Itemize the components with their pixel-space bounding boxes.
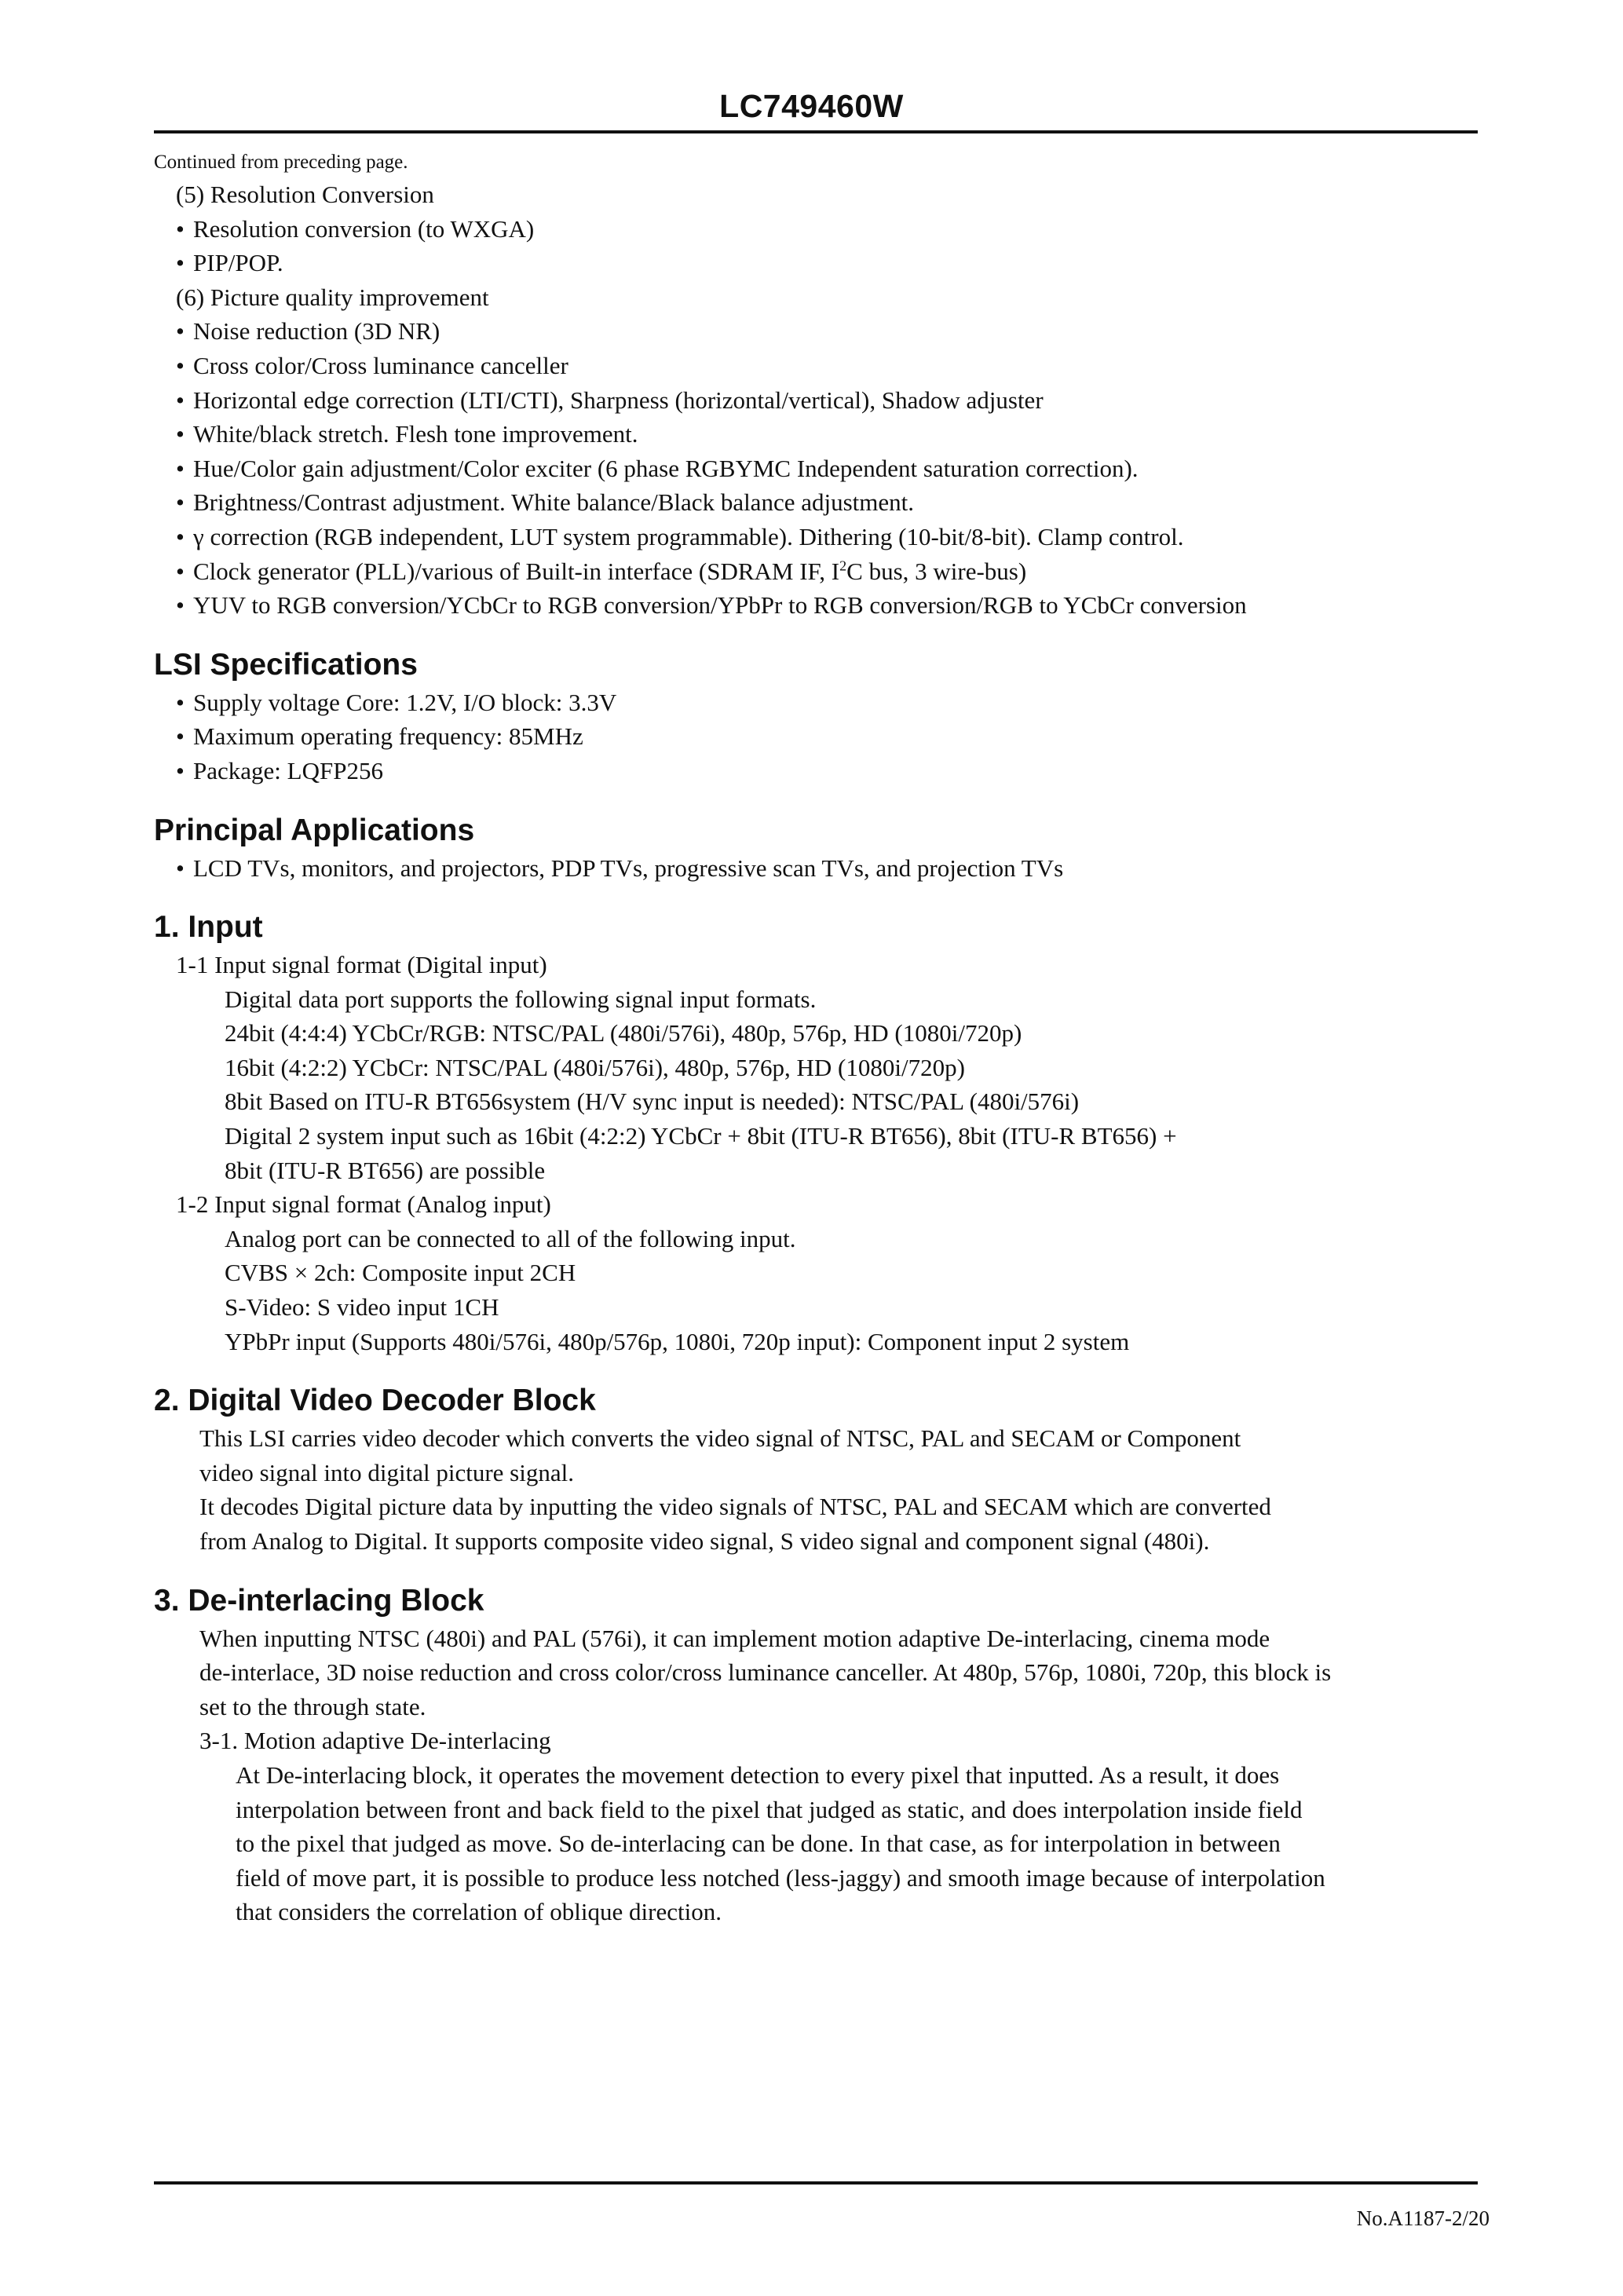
list-item: • Package: LQFP256 (154, 754, 1489, 788)
list-item: • γ correction (RGB independent, LUT system programmable). Dithering (10-bit/8-bit). Clamp control. (154, 520, 1489, 554)
text-line: Digital 2 system input such as 16bit (4:2:2) YCbCr + 8bit (ITU-R BT656), 8bit (ITU-R BT656) + (225, 1122, 1177, 1150)
text-line: At De-interlacing block, it operates the movement detection to every pixel that inputted. As a result, it does (236, 1760, 1280, 1789)
section-title-deinterlacing: 3. De-interlacing Block (154, 1583, 484, 1618)
superscript: 2 (839, 558, 847, 574)
bullet-icon: • (176, 756, 185, 784)
list-item: • White/black stretch. Flesh tone improvement. (154, 417, 1489, 452)
text-line: CVBS × 2ch: Composite input 2CH (225, 1259, 576, 1287)
text-line: 24bit (4:4:4) YCbCr/RGB: NTSC/PAL (480i/576i), 480p, 576p, HD (1080i/720p) (225, 1019, 1022, 1047)
text-line: that considers the correlation of oblique direction. (236, 1898, 722, 1926)
list-item: • Resolution conversion (to WXGA) (154, 212, 1489, 247)
bullet-icon: • (176, 522, 185, 550)
list-item: • YUV to RGB conversion/YCbCr to RGB conversion/YPbPr to RGB conversion/RGB to YCbCr conversion (154, 588, 1489, 623)
bullet-icon: • (176, 722, 185, 751)
text-line: This LSI carries video decoder which converts the video signal of NTSC, PAL and SECAM or Component (199, 1424, 1241, 1453)
bullet-icon: • (176, 591, 185, 620)
document-title: LC749460W (719, 88, 904, 124)
bullet-icon: • (176, 454, 185, 482)
header-rule (154, 130, 1478, 133)
subsection-heading: 1-2 Input signal format (Analog input) (176, 1190, 551, 1219)
text-line: de-interlace, 3D noise reduction and cross color/cross luminance canceller. At 480p, 576p, 1080i, 720p, this block is (199, 1658, 1332, 1687)
text-line: S-Video: S video input 1CH (225, 1293, 499, 1322)
section-title-lsi: LSI Specifications (154, 647, 418, 682)
section-title-decoder: 2. Digital Video Decoder Block (154, 1384, 596, 1418)
subsection-heading: 1-1 Input signal format (Digital input) (176, 951, 547, 979)
continued-note: Continued from preceding page. (154, 152, 408, 173)
text-line: When inputting NTSC (480i) and PAL (576i), it can implement motion adaptive De-interlacing, cinema mode (199, 1624, 1270, 1652)
list-item: • LCD TVs, monitors, and projectors, PDP TVs, progressive scan TVs, and projection TVs (154, 851, 1489, 886)
text-line: field of move part, it is possible to produce less notched (less-jaggy) and smooth image because of interpolation (236, 1863, 1325, 1892)
text-line: interpolation between front and back field to the pixel that judged as static, and does interpolation inside field (236, 1795, 1303, 1823)
text-line: to the pixel that judged as move. So de-interlacing can be done. In that case, as for interpolation in between (236, 1830, 1281, 1858)
section-title-applications: Principal Applications (154, 813, 475, 847)
section-6-heading: (6) Picture quality improvement (176, 283, 489, 311)
list-item: • Maximum operating frequency: 85MHz (154, 719, 1489, 754)
bullet-icon: • (176, 488, 185, 517)
list-item: • Noise reduction (3D NR) (154, 314, 1489, 349)
text-line: from Analog to Digital. It supports composite video signal, S video signal and component signal (480i). (199, 1527, 1210, 1555)
bullet-icon: • (176, 420, 185, 448)
text-line: video signal into digital picture signal. (199, 1458, 574, 1486)
text-line: 8bit Based on ITU-R BT656system (H/V sync input is needed): NTSC/PAL (480i/576i) (225, 1088, 1080, 1116)
list-item: • Supply voltage Core: 1.2V, I/O block: 3.3V (154, 686, 1489, 720)
subsection-heading: 3-1. Motion adaptive De-interlacing (199, 1727, 551, 1755)
bullet-icon: • (176, 317, 185, 345)
text-line: 8bit (ITU-R BT656) are possible (225, 1156, 546, 1184)
bullet-icon: • (176, 557, 185, 585)
bullet-icon: • (176, 688, 185, 716)
list-item: • Brightness/Contrast adjustment. White balance/Black balance adjustment. (154, 485, 1489, 520)
section-title-input: 1. Input (154, 910, 263, 945)
text-line: It decodes Digital picture data by inputting the video signals of NTSC, PAL and SECAM which are converted (199, 1493, 1271, 1521)
text-line: 16bit (4:2:2) YCbCr: NTSC/PAL (480i/576i), 480p, 576p, HD (1080i/720p) (225, 1053, 965, 1081)
list-item: • PIP/POP. (154, 246, 1489, 280)
bullet-icon: • (176, 854, 185, 882)
text-line: Analog port can be connected to all of the following input. (225, 1224, 796, 1252)
page-number: No.A1187-2/20 (1356, 2206, 1490, 2230)
bullet-icon: • (176, 386, 185, 414)
text-line: set to the through state. (199, 1692, 426, 1720)
list-item: • Clock generator (PLL)/various of Built-in interface (SDRAM IF, $I^2C$ bus, 3 wire-bus) (154, 554, 1489, 589)
list-item: • Hue/Color gain adjustment/Color exciter (6 phase RGBYMC Independent saturation correction). (154, 452, 1489, 486)
list-item: • Cross color/Cross luminance canceller (154, 349, 1489, 383)
page-content (154, 151, 1489, 1929)
bullet-icon: • (176, 351, 185, 379)
bullet-icon: • (176, 249, 185, 277)
text-line: YPbPr input (Supports 480i/576i, 480p/576p, 1080i, 720p input): Component input 2 system (225, 1327, 1130, 1355)
text-line: Digital data port supports the following signal input formats. (225, 985, 817, 1013)
bullet-icon: • (176, 214, 185, 243)
list-item: • Horizontal edge correction (LTI/CTI), Sharpness (horizontal/vertical), Shadow adjuster (154, 383, 1489, 418)
section-5-heading: (5) Resolution Conversion (176, 181, 434, 208)
footer-rule (154, 2181, 1478, 2184)
